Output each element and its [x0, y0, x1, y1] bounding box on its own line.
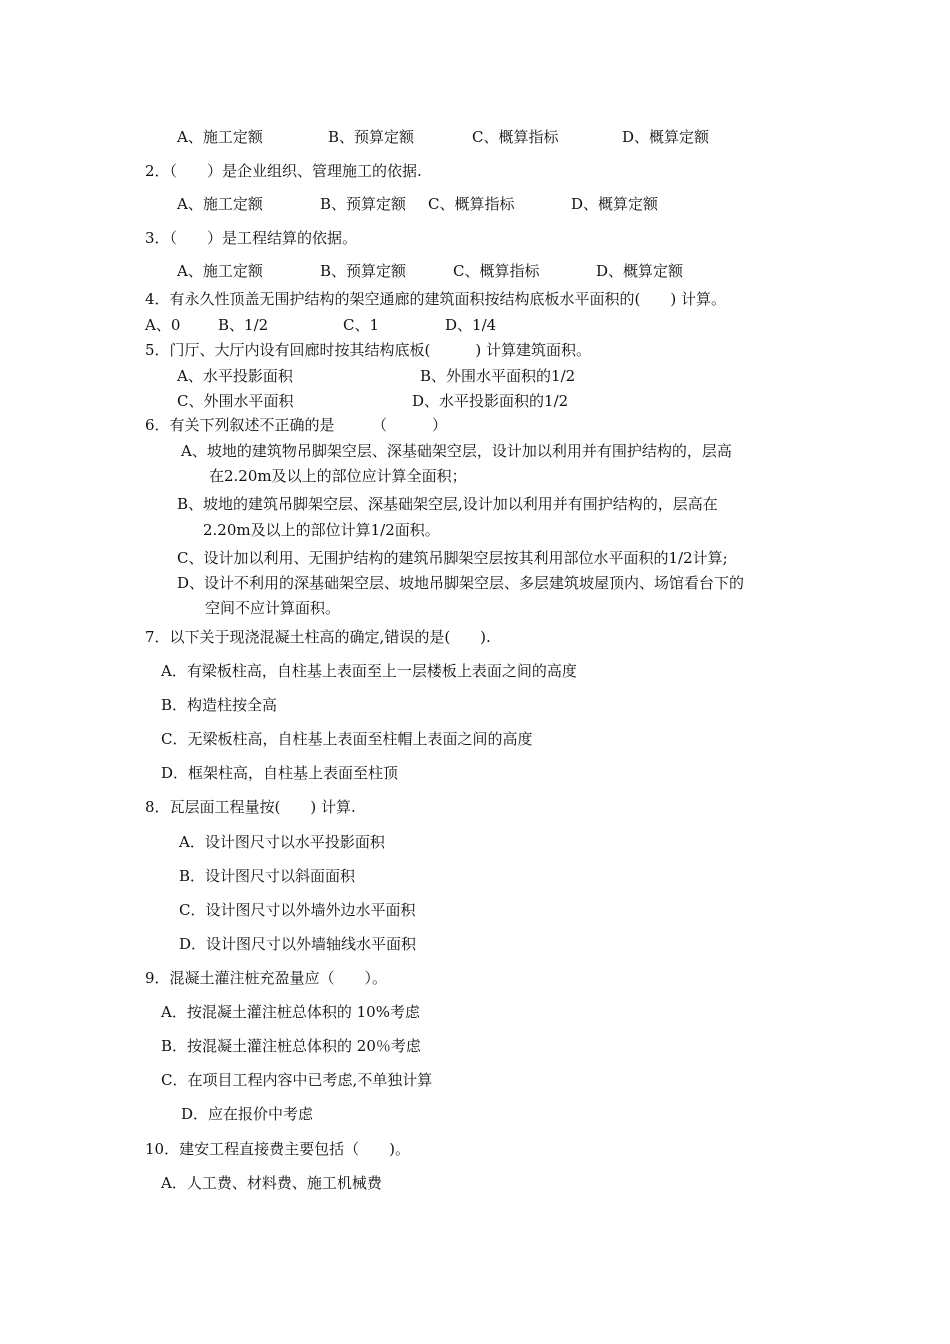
q1-option-d: D、概算定额	[622, 128, 710, 146]
q8-option-b: B．设计图尺寸以斜面面积	[179, 867, 356, 885]
q2-stem: 2．（ ）是企业组织、管理施工的依据.	[145, 162, 422, 180]
q5-option-a: A、水平投影面积	[177, 367, 293, 385]
q3-stem: 3．（ ）是工程结算的依据。	[145, 229, 358, 247]
q6-option-b-line2: 2.20m及以上的部位计算1/2面积。	[203, 521, 440, 539]
q9-option-d: D．应在报价中考虑	[181, 1105, 314, 1123]
q8-option-c: C．设计图尺寸以外墙外边水平面积	[179, 901, 416, 919]
q3-option-b: B、预算定额	[320, 262, 407, 280]
q1-option-a: A、施工定额	[177, 128, 263, 146]
q7-option-b: B．构造柱按全高	[161, 696, 278, 714]
q5-stem: 5．门厅、大厅内设有回廊时按其结构底板( ) 计算建筑面积。	[145, 341, 592, 359]
q5-option-c: C、外围水平面积	[177, 392, 294, 410]
q4-option-b: B、1/2	[218, 316, 269, 334]
q2-option-b: B、预算定额	[320, 195, 407, 213]
q6-option-b-line1: B、坡地的建筑吊脚架空层、深基础架空层,设计加以利用并有围护结构的，层高在	[177, 495, 718, 513]
q6-option-d-line2: 空间不应计算面积。	[205, 599, 341, 617]
q8-stem: 8．瓦层面工程量按( ) 计算.	[145, 798, 356, 816]
q3-option-c: C、概算指标	[453, 262, 540, 280]
q4-stem: 4．有永久性顶盖无围护结构的架空通廊的建筑面积按结构底板水平面积的( ) 计算。	[145, 290, 727, 308]
q3-option-d: D、概算定额	[596, 262, 684, 280]
q4-option-c: C、1	[343, 316, 380, 334]
q1-option-b: B、预算定额	[328, 128, 415, 146]
q6-option-d-line1: D、设计不利用的深基础架空层、坡地吊脚架空层、多层建筑坡屋顶内、场馆看台下的	[177, 574, 745, 592]
q7-option-a: A．有梁板柱高，自柱基上表面至上一层楼板上表面之间的高度	[161, 662, 577, 680]
q9-stem: 9．混凝土灌注桩充盈量应（ ）。	[145, 969, 388, 987]
q6-option-a-line2: 在2.20m及以上的部位应计算全面积；	[209, 467, 467, 485]
q8-option-a: A．设计图尺寸以水平投影面积	[179, 833, 385, 851]
q2-option-d: D、概算定额	[571, 195, 659, 213]
q6-option-a-line1: A、坡地的建筑物吊脚架空层、深基础架空层，设计加以利用并有围护结构的，层高	[181, 442, 732, 460]
q4-option-a: A、0	[145, 316, 181, 334]
q6-stem: 6．有关下列叙述不正确的是 （ ）	[145, 416, 448, 434]
q10-stem: 10．建安工程直接费主要包括（ )。	[145, 1140, 410, 1158]
q7-option-c: C．无梁板柱高，自柱基上表面至柱帽上表面之间的高度	[161, 730, 533, 748]
q5-option-b: B、外围水平面积的1/2	[420, 367, 576, 385]
q7-stem: 7．以下关于现浇混凝土柱高的确定,错误的是( ).	[145, 628, 491, 646]
q9-option-c: C．在项目工程内容中已考虑,不单独计算	[161, 1071, 433, 1089]
q10-option-a: A．人工费、材料费、施工机械费	[161, 1174, 382, 1192]
q3-option-a: A、施工定额	[177, 262, 263, 280]
q5-option-d: D、水平投影面积的1/2	[412, 392, 569, 410]
q2-option-c: C、概算指标	[428, 195, 515, 213]
q9-option-a: A．按混凝土灌注桩总体积的 10%考虑	[161, 1003, 420, 1021]
q8-option-d: D．设计图尺寸以外墙轴线水平面积	[179, 935, 417, 953]
q9-option-b: B．按混凝土灌注桩总体积的 20％考虑	[161, 1037, 421, 1055]
q2-option-a: A、施工定额	[177, 195, 263, 213]
q4-option-d: D、1/4	[445, 316, 497, 334]
q6-option-c-line1: C、设计加以利用、无围护结构的建筑吊脚架空层按其利用部位水平面积的1/2计算;	[177, 549, 728, 567]
q1-option-c: C、概算指标	[472, 128, 559, 146]
q7-option-d: D．框架柱高，自柱基上表面至柱顶	[161, 764, 399, 782]
